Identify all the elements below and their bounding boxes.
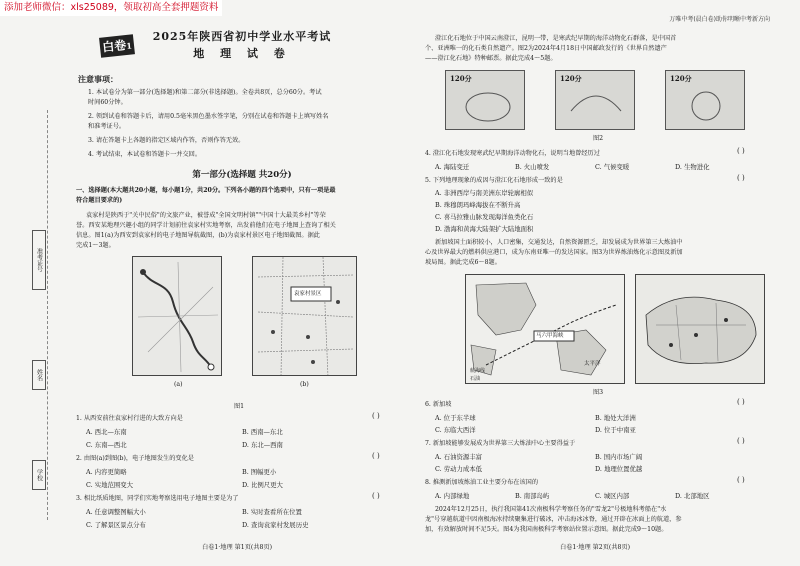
answer-slot[interactable]: ( ) — [372, 452, 380, 460]
passage-line: 个、亚洲唯一的化石类自然遗产。图2为2024年4月18日中国邮政发行的《世界自然遗产 — [425, 45, 667, 52]
paper-badge: 白卷1 — [99, 34, 135, 57]
option[interactable]: C. 城区内部 — [595, 492, 630, 500]
watermark: 添加老师微信：xls25089，领取初高全套押题资料 — [0, 0, 222, 16]
legend-oil: 石油 — [470, 376, 481, 382]
option[interactable]: B. 珠穆朗玛峰海拔在不断升高 — [435, 201, 521, 209]
passage-line: 坡局图。据此完成6～8题。 — [425, 259, 501, 266]
answer-slot[interactable]: ( ) — [372, 492, 380, 500]
question-stem: 2. 由图(a)到图(b)，电子地图发生的变化是 — [76, 455, 194, 462]
exam-number-field[interactable]: 准考证号 — [32, 230, 46, 290]
route-map-graphic — [133, 257, 222, 376]
exam-title: 2025年陕西省初中学业水平考试 — [152, 30, 332, 43]
question-stem: 3. 相比纸质地图，同学们实地考察选用电子地图主要是为了 — [76, 495, 239, 502]
fig3-caption: 图3 — [593, 389, 604, 396]
option[interactable]: B. 国内市场广阔 — [595, 453, 643, 461]
instruction-line: 一、选择题(本大题共20小题，每小题1分，共20分。下列各小题的四个选项中，只有一项是最 — [76, 187, 336, 194]
note-line: 2. 领到试卷和答题卡后，请用0.5毫米黑色墨水签字笔，分别在试卷和答题卡上填写姓名 — [88, 113, 329, 120]
passage-line: 完成1～3题。 — [76, 242, 115, 249]
stamp-3: 120分 — [665, 70, 745, 130]
passage-line: 袁家村是陕西于"关中民俗"的文旅产业，被誉成"全国文明村镇""中国十大最美乡村"等荣 — [86, 212, 326, 219]
option[interactable]: B. 南部岛屿 — [515, 492, 550, 500]
note-line: 3. 请在答题卡上各题的指定区域内作答，否则作答无效。 — [88, 137, 245, 144]
note-line: 1. 本试卷分为第一部分(选择题)和第二部分(非选择题)。全卷共8页，总分60分。考试 — [88, 89, 322, 96]
page-footer: 白卷1·地理 第2页(共8页) — [560, 544, 631, 551]
answer-slot[interactable]: ( ) — [737, 437, 745, 445]
option[interactable]: A. 西北—东南 — [86, 428, 127, 436]
passage-line: 2024年12月25日，执行我国第41次南极科学考察任务的"雪龙2"号极地科考船在"水 — [435, 506, 667, 513]
question-stem: 7. 新加坡能够发展成为世界第三大炼油中心主要得益于 — [425, 440, 576, 447]
passage-line: 澄江化石地位于中国云南澄江，昆明一带，是寒武纪早期的海洋动物化石群落，是中国首 — [435, 35, 677, 42]
part1-title: 第一部分(选择题 共20分) — [192, 170, 292, 180]
passage-line: 信息。图1(a)为西安到袁家村的电子地图导航截图，(b)为袁家村景区电子地图截图。据此 — [76, 232, 320, 239]
school-field[interactable]: 学校 — [32, 460, 46, 490]
passage-line: 心及世界最大的燃料供应港口，成为东南亚唯一的发达国家。图3为世界炼油炼化示意图及新加 — [425, 249, 683, 256]
instruction-line: 符合题目要求的) — [76, 197, 123, 204]
header-slogan: 万唯中考(晨白卷)助你明晰中考新方向 — [669, 16, 770, 23]
option[interactable]: A. 内部绿地 — [435, 492, 470, 500]
strait-label: 马六甲海峡 — [536, 333, 564, 339]
option[interactable]: C. 喜马拉雅山脉发现海洋鱼类化石 — [435, 213, 534, 221]
page-footer: 白卷1·地理 第1页(共8页) — [202, 544, 273, 551]
passage-line: 新加坡国土面积较小，人口密集，交通发达，自然资源匮乏，却发展成为世界第三大炼油中 — [435, 239, 683, 246]
stamp-2: 120分 — [555, 70, 635, 130]
exam-subject: 地 理 试 卷 — [193, 47, 291, 60]
passage-line: 誉。西安某地理兴趣小组的同学计划前往袁家村实地考察，出发前他们在电子地图上查询了相关 — [76, 222, 336, 229]
answer-slot[interactable]: ( ) — [737, 476, 745, 484]
nav-map-a — [132, 256, 222, 376]
question-stem: 5. 下列地理现象的成因与澄江化石地形成一致的是 — [425, 177, 563, 184]
scenic-map-graphic — [253, 257, 357, 376]
note-line: 和准考证号。 — [88, 123, 126, 130]
option[interactable]: A. 任意调整图幅大小 — [86, 508, 146, 516]
option[interactable]: B. 地处大洋洲 — [595, 414, 636, 422]
answer-slot[interactable]: ( ) — [737, 398, 745, 406]
option[interactable]: C. 实地范围变大 — [86, 481, 134, 489]
scenic-label: 袁家村景区 — [294, 291, 322, 297]
option[interactable]: A. 位于东半球 — [435, 414, 476, 422]
answer-slot[interactable]: ( ) — [372, 412, 380, 420]
option[interactable]: A. 非洲西岸与南美洲东岸轮廓相似 — [435, 189, 534, 197]
option[interactable]: D. 查询袁家村发展历史 — [242, 521, 309, 529]
option[interactable]: D. 渤海和黄海大陆架扩大陆地面积 — [435, 225, 534, 233]
option[interactable]: D. 生物进化 — [675, 163, 710, 171]
fig-a-label: (a) — [174, 381, 183, 388]
passage-line: 龙"号穿越航道中因南极海冰持续聚集进行破冰，冲击海冰冰脊，通过开辟在冰面上的航道，参 — [425, 516, 682, 523]
option[interactable]: D. 地理位置优越 — [595, 465, 643, 473]
option[interactable]: A. 内容更简略 — [86, 468, 127, 476]
name-field[interactable]: 姓名 — [32, 360, 46, 390]
notes-heading: 注意事项： — [78, 74, 118, 84]
answer-slot[interactable]: ( ) — [737, 147, 745, 155]
singapore-map — [635, 274, 765, 384]
fig2-caption: 图2 — [593, 135, 604, 142]
note-line: 4. 考试结束，本试卷和答题卡一并交回。 — [88, 151, 202, 158]
singapore-map-graphic — [636, 275, 765, 384]
fig1-caption: 图1 — [234, 403, 245, 410]
fig-b-label: (b) — [300, 381, 309, 388]
passage-line: 加，有效解放时间不足5天。图4为我国南极科学考察站位置示意图。据此完成9～10题。 — [425, 526, 668, 533]
option[interactable]: C. 气候变暖 — [595, 163, 630, 171]
option[interactable]: B. 西南—东北 — [242, 428, 283, 436]
question-stem: 1. 从西安前往袁家村行进的大致方向是 — [76, 415, 183, 422]
option[interactable]: C. 东南—西北 — [86, 441, 127, 449]
world-map — [465, 274, 625, 384]
option[interactable]: B. 实时查看所在位置 — [242, 508, 302, 516]
option[interactable]: D. 位于中南亚 — [595, 426, 636, 434]
option[interactable]: A. 石油资源丰富 — [435, 453, 483, 461]
binding-margin — [30, 110, 48, 520]
passage-line: ——澄江化石地》特种邮票。据此完成4～5题。 — [425, 55, 557, 62]
scenic-map-b — [252, 256, 357, 376]
stamp-1: 120分 — [445, 70, 525, 130]
option[interactable]: B. 火山喷发 — [515, 163, 550, 171]
world-map-graphic — [466, 275, 625, 384]
option[interactable]: D. 东北—西南 — [242, 441, 283, 449]
answer-slot[interactable]: ( ) — [737, 174, 745, 182]
option[interactable]: D. 北部地区 — [675, 492, 710, 500]
option[interactable]: C. 劳动力成本低 — [435, 465, 483, 473]
option[interactable]: C. 了解景区景点分布 — [86, 521, 146, 529]
question-stem: 8. 推测新加坡炼油工业主要分布在该国的 — [425, 479, 539, 486]
option[interactable]: D. 比例尺更大 — [242, 481, 283, 489]
option[interactable]: C. 东临大西洋 — [435, 426, 476, 434]
legend-route: 航海线 — [470, 368, 486, 374]
page-2 — [425, 28, 775, 558]
ocean-label: 太平洋 — [584, 361, 601, 367]
option[interactable]: A. 海陆变迁 — [435, 163, 470, 171]
note-line: 时间60分钟。 — [88, 99, 127, 106]
page-1 — [72, 28, 412, 558]
question-stem: 4. 澄江化石地发现寒武纪早期海洋动物化石，说明当地曾经历过 — [425, 150, 600, 157]
question-stem: 6. 新加坡 — [425, 401, 452, 408]
option[interactable]: B. 图幅更小 — [242, 468, 277, 476]
